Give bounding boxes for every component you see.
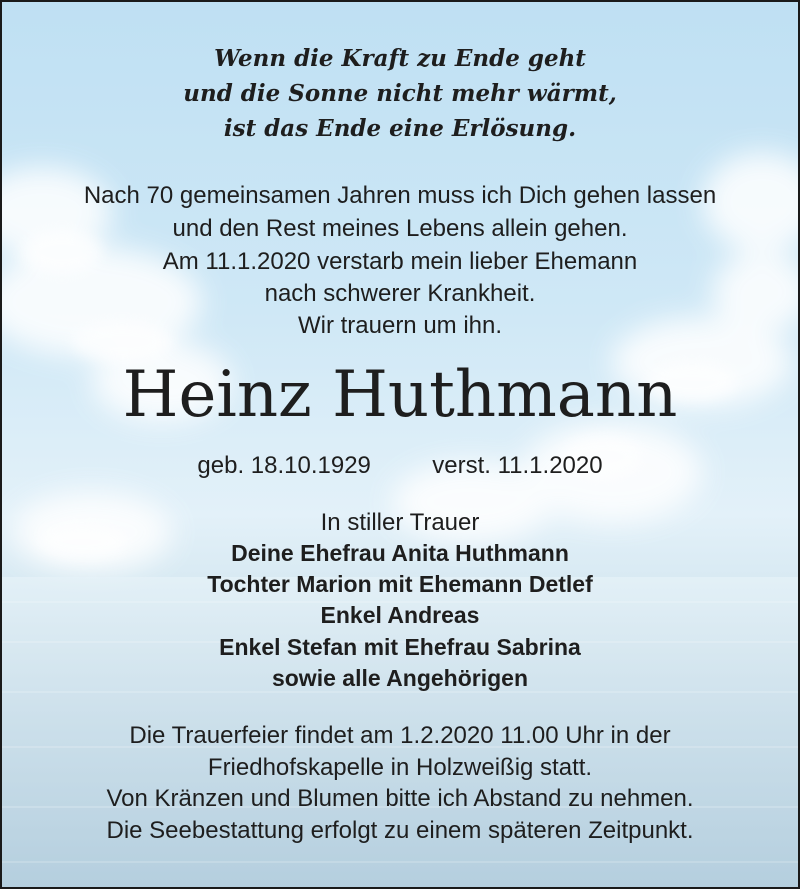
intro-line: nach schwerer Krankheit. (264, 280, 536, 307)
quote-line: und die Sonne nicht mehr wärmt, (183, 80, 617, 107)
notice-line: Die Seebestattung erfolgt zu einem späteren Zeitpunkt. (106, 817, 694, 844)
intro-line: Am 11.1.2020 verstarb mein lieber Ehemann (162, 248, 638, 275)
birth-date: geb. 18.10.1929 (197, 452, 371, 479)
mourner-line: Enkel Stefan mit Ehefrau Sabrina (219, 634, 581, 660)
mourners-heading: In stiller Trauer (320, 509, 480, 536)
death-date: verst. 11.1.2020 (432, 452, 603, 479)
mourner-line: sowie alle Angehörigen (271, 665, 529, 691)
intro-line: und den Rest meines Lebens allein gehen. (172, 215, 628, 242)
intro-line: Nach 70 gemeinsamen Jahren muss ich Dich gehen lassen (83, 182, 717, 209)
intro-line: Wir trauern um ihn. (297, 312, 503, 339)
notice-line: Von Kränzen und Blumen bitte ich Abstand zu nehmen. (106, 785, 694, 812)
mourner-line: Enkel Andreas (320, 602, 480, 628)
notice-line: Friedhofskapelle in Holzweißig statt. (207, 754, 593, 781)
mourner-line: Tochter Marion mit Ehemann Detlef (207, 571, 593, 597)
quote-line: Wenn die Kraft zu Ende geht (214, 45, 586, 72)
life-dates (2, 452, 798, 480)
mourner-line: Deine Ehefrau Anita Huthmann (231, 540, 569, 566)
deceased-name: Heinz Huthmann (122, 358, 678, 432)
notice-line: Die Trauerfeier findet am 1.2.2020 11.00 Uhr in der (129, 722, 671, 749)
quote-line: ist das Ende eine Erlösung. (223, 115, 577, 142)
